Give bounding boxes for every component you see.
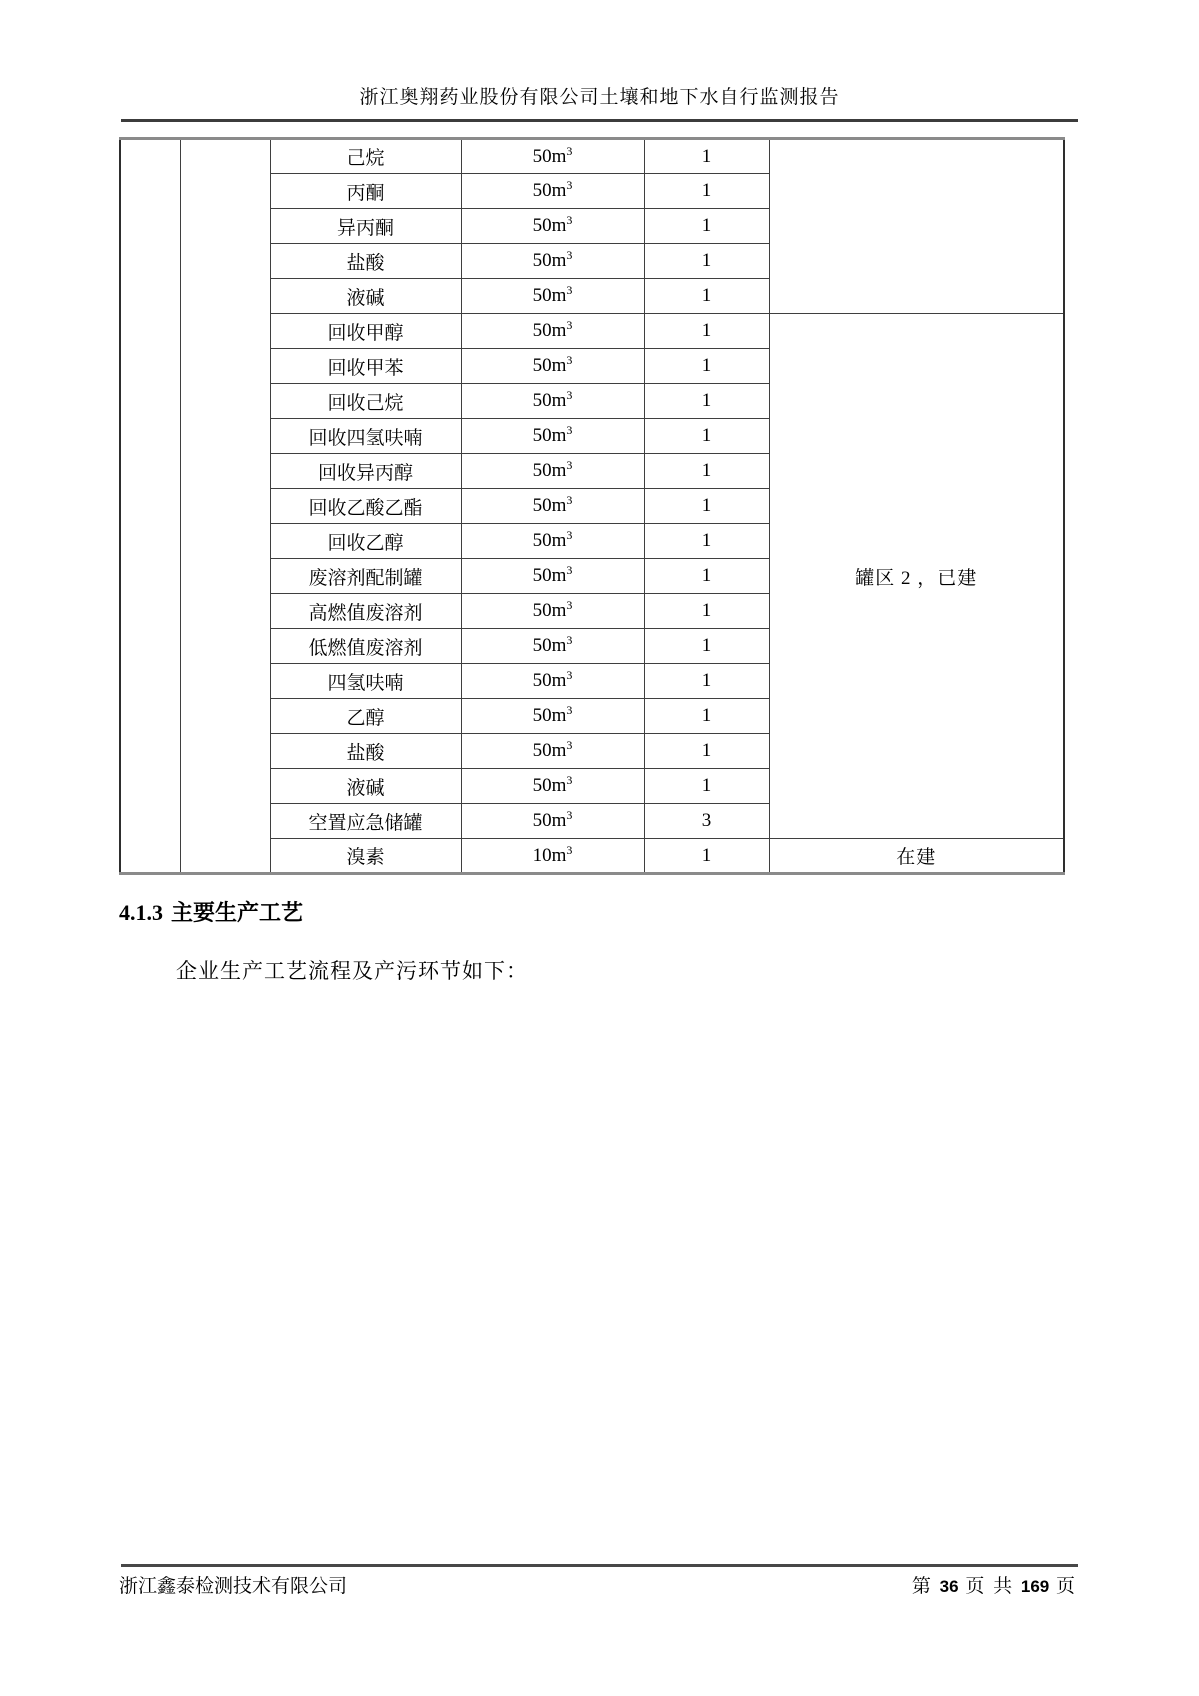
footer-divider <box>121 1564 1078 1567</box>
inner-spacer-cell <box>180 139 270 874</box>
tank-name-cell: 回收异丙醇 <box>270 454 461 489</box>
tank-note-cell: 在建 <box>769 839 1064 874</box>
tank-volume-cell: $50m^3$ <box>461 559 644 594</box>
tank-volume-cell: $50m^3$ <box>461 664 644 699</box>
section-heading <box>119 896 303 927</box>
section-title: 主要生产工艺 <box>171 900 304 925</box>
volume-exponent: 3 <box>566 248 573 263</box>
volume-exponent: 3 <box>566 213 573 228</box>
header-divider <box>121 119 1078 122</box>
outer-spacer-cell <box>120 139 180 874</box>
tank-name-cell: 废溶剂配制罐 <box>270 559 461 594</box>
tank-volume-cell: $50m^3$ <box>461 594 644 629</box>
page-footer <box>119 1571 1077 1598</box>
volume-exponent: 3 <box>566 738 573 753</box>
tank-name-cell: 四氢呋喃 <box>270 664 461 699</box>
tank-name-cell: 液碱 <box>270 279 461 314</box>
tank-count-cell: 1 <box>644 594 769 629</box>
tank-count-cell: 1 <box>644 244 769 279</box>
tank-count-cell: 1 <box>644 769 769 804</box>
tank-name-cell: 盐酸 <box>270 734 461 769</box>
tank-count-cell: 1 <box>644 174 769 209</box>
tank-count-cell: 1 <box>644 139 769 174</box>
volume-exponent: 3 <box>566 808 573 823</box>
footer-company-name: 浙江鑫泰检测技术有限公司 <box>119 1576 348 1597</box>
tank-volume-cell: $50m^3$ <box>461 804 644 839</box>
tank-count-cell: 1 <box>644 664 769 699</box>
tank-volume-cell: $50m^3$ <box>461 734 644 769</box>
storage-tank-table <box>119 137 1065 875</box>
tank-count-cell: 1 <box>644 209 769 244</box>
footer-page-current: 36 <box>939 1577 959 1596</box>
footer-page-indicator <box>912 1571 1077 1598</box>
tank-name-cell: 溴素 <box>270 839 461 874</box>
volume-exponent: 3 <box>566 178 573 193</box>
tank-note-cell: 罐区 2 ，已建 <box>769 314 1064 839</box>
footer-page-post: 页 <box>1055 1576 1077 1597</box>
tank-count-cell: 1 <box>644 524 769 559</box>
tank-name-cell: 回收乙酸乙酯 <box>270 489 461 524</box>
tank-name-cell: 己烷 <box>270 139 461 174</box>
footer-page-total: 169 <box>1020 1577 1050 1596</box>
tank-note-cell <box>769 139 1064 314</box>
tank-volume-cell: $50m^3$ <box>461 769 644 804</box>
tank-count-cell: 1 <box>644 419 769 454</box>
page-header-title: 浙江奥翔药业股份有限公司土壤和地下水自行监测报告 <box>359 87 840 108</box>
tank-count-cell: 1 <box>644 454 769 489</box>
tank-count-cell: 1 <box>644 629 769 664</box>
volume-exponent: 3 <box>566 633 573 648</box>
section-number: 4.1.3 <box>119 900 163 925</box>
tank-name-cell: 丙酮 <box>270 174 461 209</box>
tank-name-cell: 回收己烷 <box>270 384 461 419</box>
tank-count-cell: 1 <box>644 349 769 384</box>
tank-name-cell: 回收乙醇 <box>270 524 461 559</box>
tank-count-cell: 1 <box>644 734 769 769</box>
volume-exponent: 3 <box>566 388 573 403</box>
tank-count-cell: 1 <box>644 839 769 874</box>
tank-volume-cell: $50m^3$ <box>461 139 644 174</box>
footer-page-pre: 第 <box>911 1576 933 1597</box>
volume-exponent: 3 <box>566 842 573 857</box>
tank-volume-cell: $10m^3$ <box>461 839 644 874</box>
tank-name-cell: 异丙酮 <box>270 209 461 244</box>
volume-exponent: 3 <box>566 458 573 473</box>
volume-exponent: 3 <box>566 423 573 438</box>
tank-volume-cell: $50m^3$ <box>461 279 644 314</box>
tank-volume-cell: $50m^3$ <box>461 314 644 349</box>
tank-name-cell: 高燃值废溶剂 <box>270 594 461 629</box>
volume-exponent: 3 <box>566 318 573 333</box>
tank-name-cell: 盐酸 <box>270 244 461 279</box>
tank-count-cell: 1 <box>644 279 769 314</box>
volume-exponent: 3 <box>566 703 573 718</box>
tank-name-cell: 空置应急储罐 <box>270 804 461 839</box>
volume-exponent: 3 <box>566 353 573 368</box>
tank-volume-cell: $50m^3$ <box>461 489 644 524</box>
tank-name-cell: 回收甲苯 <box>270 349 461 384</box>
volume-exponent: 3 <box>566 563 573 578</box>
volume-exponent: 3 <box>566 773 573 788</box>
tank-name-cell: 低燃值废溶剂 <box>270 629 461 664</box>
table-row <box>120 139 1064 174</box>
tank-volume-cell: $50m^3$ <box>461 349 644 384</box>
tank-volume-cell: $50m^3$ <box>461 384 644 419</box>
tank-name-cell: 回收四氢呋喃 <box>270 419 461 454</box>
tank-count-cell: 1 <box>644 559 769 594</box>
tank-count-cell: 1 <box>644 384 769 419</box>
footer-page-mid: 页 共 <box>965 1576 1015 1597</box>
tank-volume-cell: $50m^3$ <box>461 174 644 209</box>
tank-count-cell: 1 <box>644 699 769 734</box>
volume-exponent: 3 <box>566 143 573 158</box>
tank-volume-cell: $50m^3$ <box>461 524 644 559</box>
volume-exponent: 3 <box>566 598 573 613</box>
intro-paragraph: 企业生产工艺流程及产污环节如下： <box>176 959 528 983</box>
volume-exponent: 3 <box>566 283 573 298</box>
volume-exponent: 3 <box>566 528 573 543</box>
tank-volume-cell: $50m^3$ <box>461 629 644 664</box>
tank-volume-cell: $50m^3$ <box>461 699 644 734</box>
tank-volume-cell: $50m^3$ <box>461 244 644 279</box>
tank-count-cell: 1 <box>644 489 769 524</box>
tank-volume-cell: $50m^3$ <box>461 454 644 489</box>
tank-volume-cell: $50m^3$ <box>461 419 644 454</box>
tank-name-cell: 乙醇 <box>270 699 461 734</box>
volume-exponent: 3 <box>566 668 573 683</box>
tank-count-cell: 1 <box>644 314 769 349</box>
tank-volume-cell: $50m^3$ <box>461 209 644 244</box>
tank-name-cell: 液碱 <box>270 769 461 804</box>
tank-table-body <box>120 139 1064 874</box>
tank-name-cell: 回收甲醇 <box>270 314 461 349</box>
tank-count-cell: 3 <box>644 804 769 839</box>
volume-exponent: 3 <box>566 493 573 508</box>
